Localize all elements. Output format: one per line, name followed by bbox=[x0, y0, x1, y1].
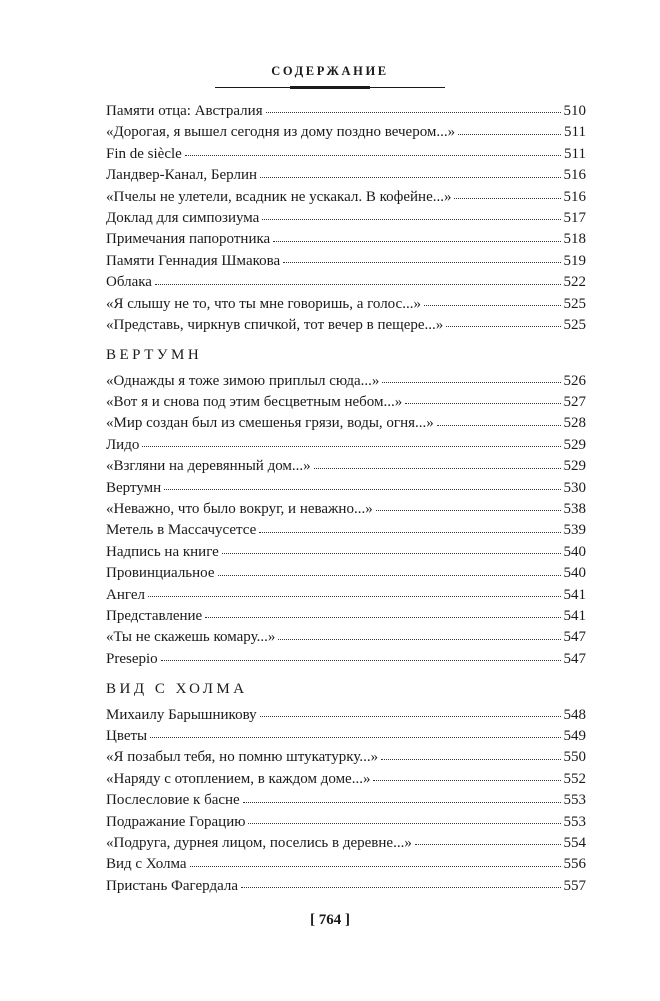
entry-title: «Дорогая, я вышел сегодня из дому поздно вечером...» bbox=[106, 124, 456, 141]
dot-leader bbox=[437, 425, 561, 426]
dot-leader bbox=[278, 639, 560, 640]
toc-entry bbox=[106, 542, 586, 563]
dot-leader bbox=[148, 596, 561, 597]
dot-leader bbox=[373, 780, 560, 781]
entry-page-number: 526 bbox=[563, 372, 586, 389]
entry-title: «Вот я и снова под этим бесцветным небом...» bbox=[106, 394, 403, 411]
entry-title: «Неважно, что было вокруг, и неважно...» bbox=[106, 501, 373, 518]
entry-page-number: 556 bbox=[563, 856, 586, 873]
entry-title: Ландвер-Канал, Берлин bbox=[106, 167, 258, 184]
toc-entry bbox=[106, 229, 586, 250]
toc-entry bbox=[106, 413, 586, 434]
entry-page-number: 557 bbox=[563, 877, 586, 894]
toc-entry bbox=[106, 294, 586, 315]
entry-page-number: 539 bbox=[563, 522, 586, 539]
dot-leader bbox=[405, 403, 560, 404]
entry-title: «Взгляни на деревянный дом...» bbox=[106, 458, 311, 475]
entry-title: «Подруга, дурнея лицом, поселись в деревне...» bbox=[106, 834, 412, 851]
toc-entry bbox=[106, 627, 586, 648]
entry-page-number: 530 bbox=[563, 479, 586, 496]
dot-leader bbox=[260, 177, 560, 178]
entry-title: Пристань Фагердала bbox=[106, 877, 239, 894]
toc-entry bbox=[106, 499, 586, 520]
dot-leader bbox=[454, 198, 560, 199]
dot-leader bbox=[376, 510, 561, 511]
dot-leader bbox=[150, 737, 560, 738]
dot-leader bbox=[458, 134, 561, 135]
dot-leader bbox=[381, 759, 560, 760]
toc-entry bbox=[106, 392, 586, 413]
entry-page-number: 519 bbox=[563, 252, 586, 269]
entry-title: Подражание Горацию bbox=[106, 813, 246, 830]
section-heading: ВЕРТУМН bbox=[106, 347, 203, 364]
dot-leader bbox=[222, 553, 561, 554]
entry-page-number: 549 bbox=[563, 727, 586, 744]
entry-page-number: 540 bbox=[563, 543, 586, 560]
entry-title: Вертумн bbox=[106, 479, 162, 496]
entry-page-number: 538 bbox=[563, 501, 586, 518]
toc-entry bbox=[106, 854, 586, 875]
entry-page-number: 550 bbox=[563, 749, 586, 766]
dot-leader bbox=[424, 305, 561, 306]
entry-page-number: 517 bbox=[563, 209, 586, 226]
toc-entry bbox=[106, 812, 586, 833]
entry-page-number: 525 bbox=[563, 295, 586, 312]
entry-page-number: 540 bbox=[563, 565, 586, 582]
toc-entry bbox=[106, 144, 586, 165]
dot-leader bbox=[314, 468, 561, 469]
entry-title: «Представь, чиркнув спичкой, тот вечер в пещере...» bbox=[106, 316, 444, 333]
dot-leader bbox=[266, 112, 561, 113]
toc-entry bbox=[106, 606, 586, 627]
toc-entry bbox=[106, 251, 586, 272]
entry-page-number: 516 bbox=[563, 188, 586, 205]
entry-title: Михаилу Барышникову bbox=[106, 706, 257, 723]
toc-entry bbox=[106, 585, 586, 606]
entry-page-number: 525 bbox=[563, 316, 586, 333]
entry-page-number: 522 bbox=[563, 274, 586, 291]
entry-title: «Я позабыл тебя, но помню штукатурку...» bbox=[106, 749, 379, 766]
dot-leader bbox=[155, 284, 561, 285]
dot-leader bbox=[218, 575, 561, 576]
dot-leader bbox=[382, 382, 560, 383]
entry-page-number: 541 bbox=[563, 586, 586, 603]
toc-entry bbox=[106, 563, 586, 584]
dot-leader bbox=[259, 532, 560, 533]
entry-title: «Однажды я тоже зимою приплыл сюда...» bbox=[106, 372, 380, 389]
toc-entry bbox=[106, 435, 586, 456]
entry-title: «Пчелы не улетели, всадник не ускакал. В кофейне...» bbox=[106, 188, 452, 205]
entry-title: Presepio bbox=[106, 650, 158, 667]
entry-page-number: 554 bbox=[563, 834, 586, 851]
entry-title: «Мир создан был из смешенья грязи, воды, огня...» bbox=[106, 415, 434, 432]
section-heading: ВИД С ХОЛМА bbox=[106, 681, 248, 698]
dot-leader bbox=[283, 262, 560, 263]
dot-leader bbox=[142, 446, 560, 447]
entry-page-number: 510 bbox=[563, 103, 586, 119]
dot-leader bbox=[260, 716, 561, 717]
entry-title: Примечания папоротника bbox=[106, 231, 271, 248]
dot-leader bbox=[190, 866, 561, 867]
toc-entry bbox=[106, 747, 586, 768]
entry-page-number: 511 bbox=[564, 145, 586, 162]
entry-page-number: 518 bbox=[563, 231, 586, 248]
dot-leader bbox=[262, 219, 560, 220]
entry-page-number: 511 bbox=[564, 124, 586, 141]
entry-title: Цветы bbox=[106, 727, 148, 744]
entry-title: Fin de siècle bbox=[106, 145, 182, 162]
entry-title: «Наряду с отоплением, в каждом доме...» bbox=[106, 770, 371, 787]
entry-title: Провинциальное bbox=[106, 565, 215, 582]
entry-title: Доклад для симпозиума bbox=[106, 209, 260, 226]
toc-entry bbox=[106, 371, 586, 392]
page-title: СОДЕРЖАНИЕ bbox=[271, 64, 389, 78]
entry-page-number: 541 bbox=[563, 607, 586, 624]
entry-title: «Я слышу не то, что ты мне говоришь, а голос...» bbox=[106, 295, 421, 312]
toc-entry bbox=[106, 456, 586, 477]
toc-entry bbox=[106, 478, 586, 499]
entry-page-number: 516 bbox=[563, 167, 586, 184]
dot-leader bbox=[446, 326, 560, 327]
entry-title: Памяти Геннадия Шмакова bbox=[106, 252, 281, 269]
entry-page-number: 529 bbox=[563, 436, 586, 453]
toc-entry bbox=[106, 705, 586, 726]
entry-page-number: 547 bbox=[563, 629, 586, 646]
toc-entry bbox=[106, 769, 586, 790]
entry-page-number: 547 bbox=[563, 650, 586, 667]
entry-title: Ангел bbox=[106, 586, 145, 603]
entry-page-number: 548 bbox=[563, 706, 586, 723]
entry-title: Представление bbox=[106, 607, 203, 624]
entry-title: Лидо bbox=[106, 436, 140, 453]
entry-page-number: 553 bbox=[563, 792, 586, 809]
toc-entry bbox=[106, 726, 586, 747]
toc-entry bbox=[106, 833, 586, 854]
header-divider bbox=[215, 87, 445, 88]
toc-entry bbox=[106, 101, 586, 122]
toc-entry bbox=[106, 122, 586, 143]
toc-entry bbox=[106, 876, 586, 897]
toc-entry bbox=[106, 315, 586, 336]
table-of-contents bbox=[106, 101, 586, 897]
dot-leader bbox=[273, 241, 560, 242]
toc-entry bbox=[106, 165, 586, 186]
entry-title: Надпись на книге bbox=[106, 543, 219, 560]
entry-title: Облака bbox=[106, 274, 152, 291]
entry-title: «Ты не скажешь комару...» bbox=[106, 629, 276, 646]
toc-entry bbox=[106, 187, 586, 208]
entry-title: Памяти отца: Австралия bbox=[106, 103, 263, 119]
page-number: [ 764 ] bbox=[310, 912, 350, 928]
entry-title: Вид с Холма bbox=[106, 856, 187, 873]
toc-entry bbox=[106, 272, 586, 293]
entry-page-number: 528 bbox=[563, 415, 586, 432]
toc-entry bbox=[106, 649, 586, 670]
entry-page-number: 527 bbox=[563, 394, 586, 411]
dot-leader bbox=[248, 823, 560, 824]
entry-page-number: 529 bbox=[563, 458, 586, 475]
entry-title: Метель в Массачусетсе bbox=[106, 522, 257, 539]
running-header bbox=[0, 64, 660, 88]
toc-entry bbox=[106, 790, 586, 811]
dot-leader bbox=[205, 617, 560, 618]
dot-leader bbox=[241, 887, 560, 888]
dot-leader bbox=[164, 489, 560, 490]
toc-entry bbox=[106, 520, 586, 541]
toc-entry bbox=[106, 208, 586, 229]
dot-leader bbox=[185, 155, 561, 156]
dot-leader bbox=[415, 844, 561, 845]
entry-page-number: 552 bbox=[563, 770, 586, 787]
entry-page-number: 553 bbox=[563, 813, 586, 830]
dot-leader bbox=[243, 802, 561, 803]
entry-title: Послесловие к басне bbox=[106, 792, 240, 809]
dot-leader bbox=[161, 660, 561, 661]
